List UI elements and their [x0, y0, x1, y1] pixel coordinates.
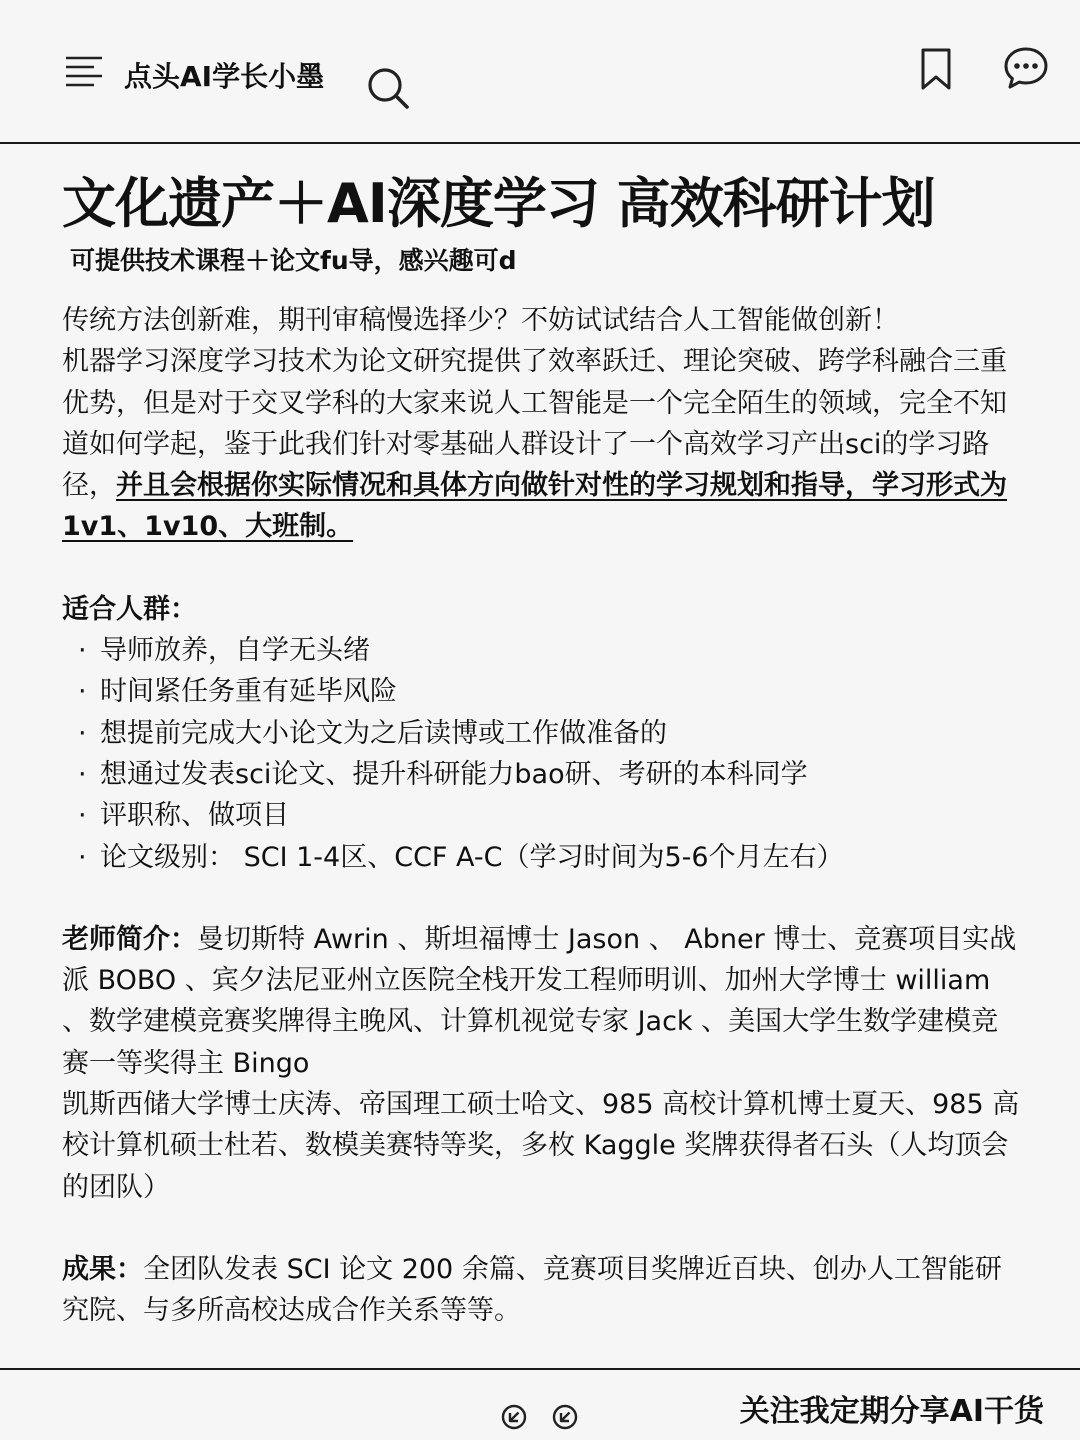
results-section — [62, 1249, 1022, 1332]
article-subtitle: 可提供技术课程＋论文fu导，感兴趣可d — [70, 246, 517, 275]
teachers-heading: 老师简介： — [62, 923, 197, 955]
search-icon[interactable] — [366, 66, 410, 110]
intro-hook: 传统方法创新难，期刊审稿慢选择少？不妨试试结合人工智能做创新！ — [62, 305, 899, 336]
list-item: · 导师放养，自学无头绪 — [78, 635, 370, 667]
audience-heading: 适合人群： — [62, 593, 197, 625]
article — [62, 168, 1022, 1332]
list-item: · 评职称、做项目 — [78, 800, 289, 832]
menu-icon[interactable] — [64, 54, 104, 88]
teachers-intro — [62, 919, 1022, 1084]
intro-paragraph — [62, 300, 1022, 548]
audience-list — [62, 630, 1022, 878]
bookmark-icon[interactable] — [918, 47, 954, 91]
top-bar — [0, 0, 1080, 144]
article-title: 文化遗产＋AI深度学习 高效科研计划 — [62, 172, 935, 235]
footer-slogan: 关注我定期分享AI干货 — [739, 1394, 1044, 1429]
list-item: · 时间紧任务重有延毕风险 — [78, 676, 397, 708]
teachers-section — [62, 919, 1022, 1208]
intro-highlight: 并且会根据你实际情况和具体方向做针对性的学习规划和指导，学习形式为1v1、1v10、大班制。 — [62, 470, 1007, 543]
brand-name: 点头AI学长小墨 — [124, 60, 325, 93]
results-heading: 成果： — [62, 1253, 143, 1285]
teachers-text: 曼切斯特 Awrin 、斯坦福博士 Jason 、 Abner 博士、竞赛项目实战派 BOBO 、宾夕法尼亚州立医院全栈开发工程师明训、加州大学博士 william 、数学建模竞赛奖牌得主晚风、计算机视觉专家 Jack 、美国大学生数学建模竞赛一等奖得主 Bingo — [62, 923, 1017, 1079]
intro-body — [62, 341, 1022, 547]
bottom-bar — [0, 1368, 1080, 1440]
intro-text: 机器学习深度学习技术为论文研究提供了效率跃迁、理论突破、跨学科融合三重优势，但是对于交叉学科的大家来说人工智能是一个完全陌生的领域，完全不知道如何学起，鉴于此我们针对零基础人群设计了一个高效学习产出sci的学习路径， — [62, 346, 1007, 502]
next-page-icon[interactable] — [552, 1404, 578, 1430]
list-item: · 想提前完成大小论文为之后读博或工作做准备的 — [78, 717, 667, 749]
audience-section — [62, 589, 1022, 878]
list-item: · 论文级别： SCI 1-4区、CCF A-C（学习时间为5-6个月左右） — [78, 841, 844, 873]
prev-page-icon[interactable] — [501, 1404, 527, 1430]
list-item: · 想通过发表sci论文、提升科研能力bao研、考研的本科同学 — [78, 758, 808, 790]
chat-icon[interactable] — [1003, 46, 1049, 90]
results-text: 全团队发表 SCI 论文 200 余篇、竞赛项目奖牌近百块、创办人工智能研究院、与多所高校达成合作关系等等。 — [62, 1253, 1002, 1327]
teachers-text-2: 凯斯西储大学博士庆涛、帝国理工硕士哈文、985 高校计算机博士夏天、985 高校计算机硕士杜若、数模美赛特等奖，多枚 Kaggle 奖牌获得者石头（人均顶会的团队） — [62, 1089, 1020, 1203]
